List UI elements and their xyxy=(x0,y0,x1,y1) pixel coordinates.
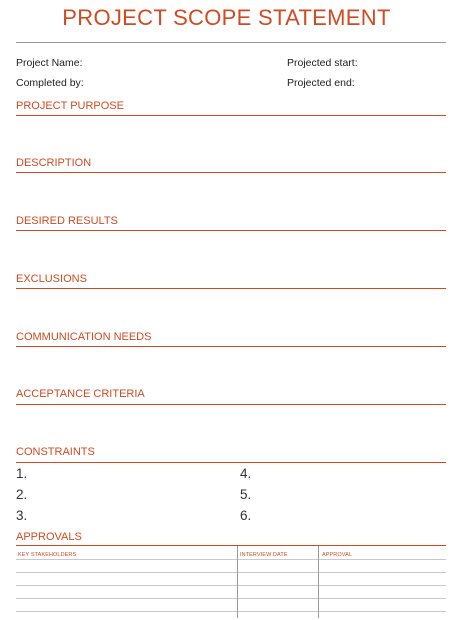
completed-by-field[interactable]: Completed by: xyxy=(16,77,84,89)
section-divider xyxy=(16,404,446,405)
projected-start-field[interactable]: Projected start: xyxy=(287,57,358,69)
table-column-divider xyxy=(237,546,238,618)
table-row-divider xyxy=(16,611,446,612)
constraint-item[interactable]: 3. xyxy=(16,508,28,523)
constraint-item[interactable]: 4. xyxy=(240,466,252,481)
section-description: DESCRIPTION xyxy=(16,157,92,169)
projected-end-field[interactable]: Projected end: xyxy=(287,77,355,89)
section-divider xyxy=(16,172,446,173)
section-divider xyxy=(16,230,446,231)
section-approvals: APPROVALS xyxy=(16,531,82,543)
table-row-divider xyxy=(16,598,446,599)
table-row-divider xyxy=(16,585,446,586)
table-column-divider xyxy=(318,546,319,618)
section-constraints: CONSTRAINTS xyxy=(16,446,95,458)
section-exclusions: EXCLUSIONS xyxy=(16,273,87,285)
column-header-interview-date: INTERVIEW DATE xyxy=(240,552,288,558)
section-communication-needs: COMMUNICATION NEEDS xyxy=(16,331,152,343)
table-row-divider xyxy=(16,572,446,573)
table-row-divider xyxy=(16,559,446,560)
section-acceptance-criteria: ACCEPTANCE CRITERIA xyxy=(16,388,145,400)
constraint-item[interactable]: 6. xyxy=(240,508,252,523)
column-header-approval: APPROVAL xyxy=(322,552,353,558)
section-divider xyxy=(16,115,446,116)
constraint-item[interactable]: 2. xyxy=(16,487,28,502)
document-title: PROJECT SCOPE STATEMENT xyxy=(62,5,391,30)
constraint-item[interactable]: 1. xyxy=(16,466,28,481)
constraint-item[interactable]: 5. xyxy=(240,487,252,502)
section-divider xyxy=(16,462,446,463)
section-divider xyxy=(16,346,446,347)
section-divider xyxy=(16,545,446,546)
section-desired-results: DESIRED RESULTS xyxy=(16,215,118,227)
project-name-field[interactable]: Project Name: xyxy=(16,57,83,69)
column-header-key-stakeholders: KEY STAKEHOLDERS xyxy=(18,552,77,558)
section-divider xyxy=(16,288,446,289)
title-divider xyxy=(16,42,446,43)
section-project-purpose: PROJECT PURPOSE xyxy=(16,100,124,112)
